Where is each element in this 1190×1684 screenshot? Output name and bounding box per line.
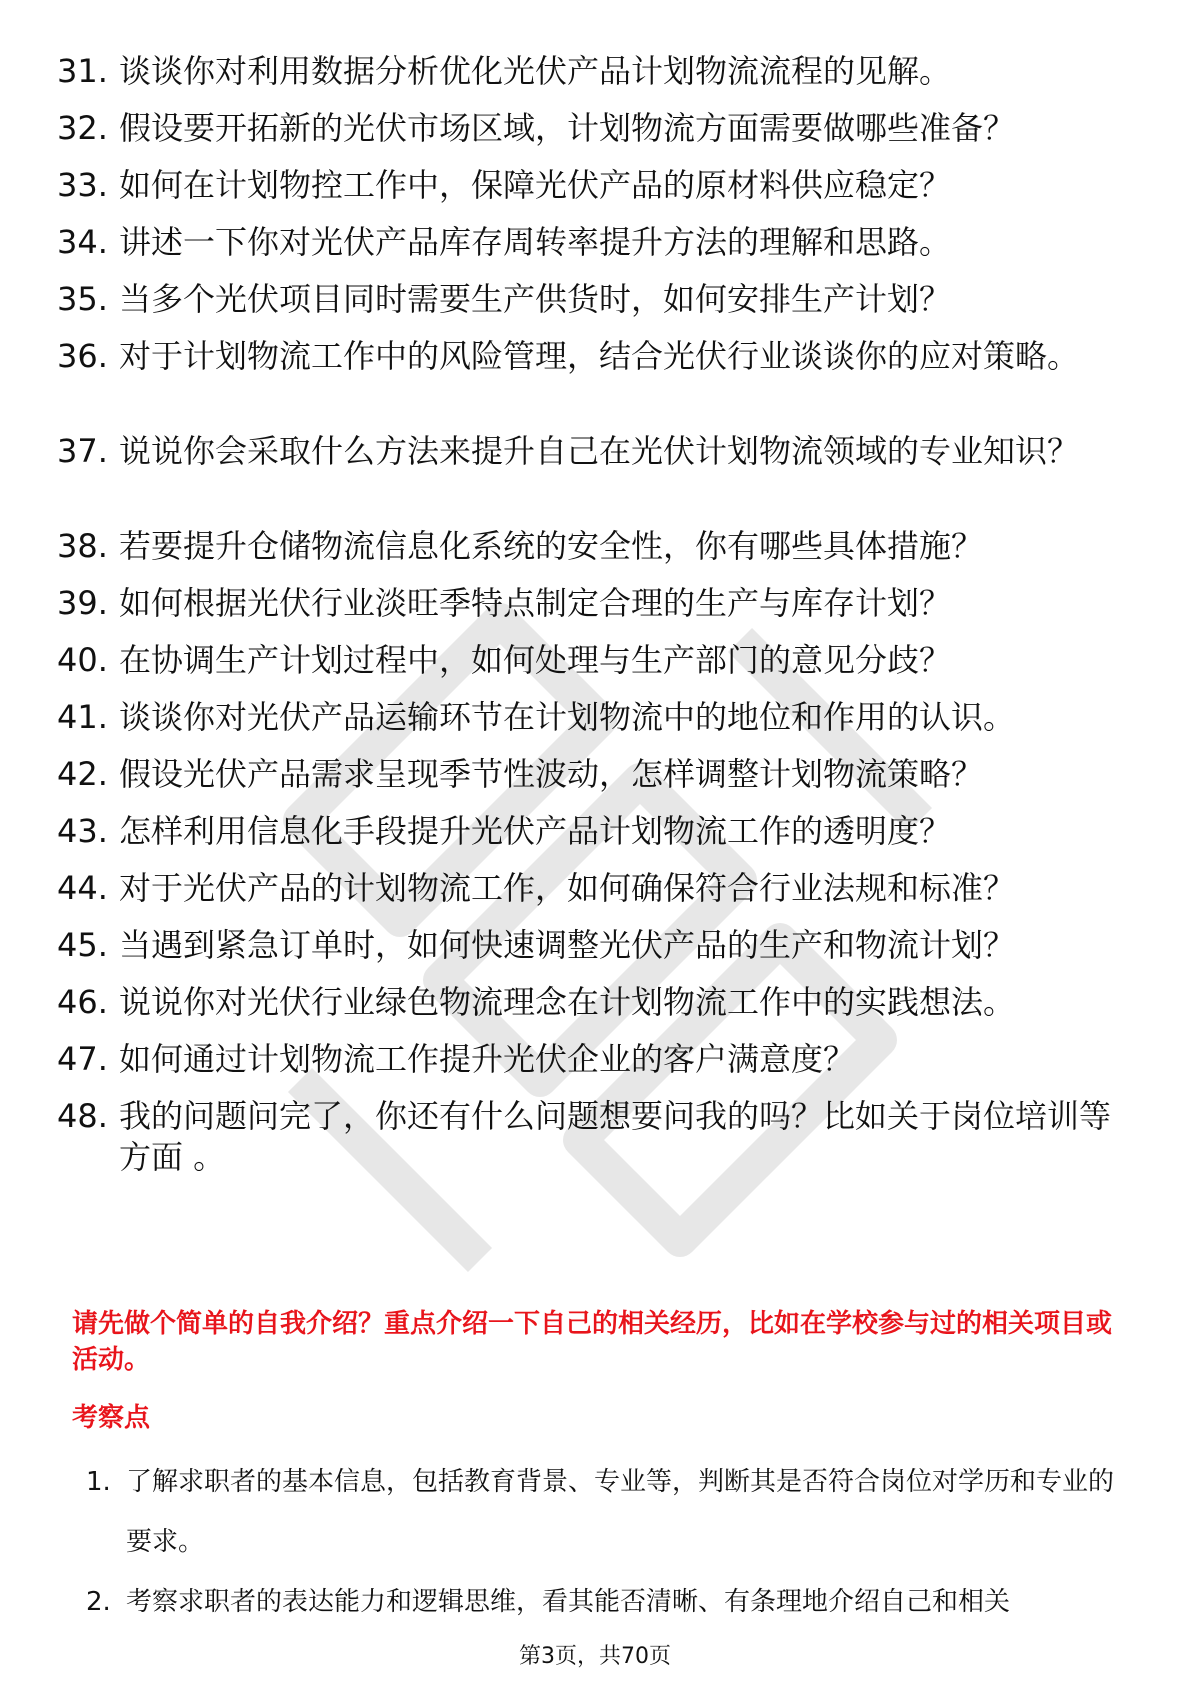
page-footer: 第3页，共70页: [519, 1644, 671, 1669]
list-item: [57, 108, 1117, 149]
question-text: 我的问题问完了，你还有什么问题想要问我的吗？比如关于岗位培训等方面 。: [119, 1097, 1112, 1176]
intro-question: 请先做个简单的自我介绍？重点介绍一下自己的相关经历，比如在学校参与过的相关项目或活动。: [72, 1309, 1113, 1375]
point-text: 考察求职者的表达能力和逻辑思维，看其能否清晰、有条理地介绍自己和相关: [126, 1587, 1011, 1617]
list-item: [86, 1452, 1126, 1572]
question-text: 如何通过计划物流工作提升光伏企业的客户满意度？: [119, 1040, 856, 1078]
list-item: [57, 925, 1117, 966]
list-item: [57, 640, 1117, 681]
question-text: 谈谈你对光伏产品运输环节在计划物流中的地位和作用的认识。: [119, 698, 1016, 736]
question-number: 36.: [57, 337, 108, 375]
section-title: 考察点: [72, 1403, 151, 1433]
list-item: [57, 526, 1117, 567]
list-item: [57, 165, 1117, 206]
question-text: 当遇到紧急订单时，如何快速调整光伏产品的生产和物流计划？: [119, 926, 1016, 964]
question-text: 对于光伏产品的计划物流工作，如何确保符合行业法规和标准？: [119, 869, 1016, 907]
question-text: 讲述一下你对光伏产品库存周转率提升方法的理解和思路。: [119, 223, 952, 261]
question-text: 如何根据光伏行业淡旺季特点制定合理的生产与库存计划？: [119, 584, 952, 622]
list-item: [57, 222, 1117, 263]
question-text: 当多个光伏项目同时需要生产供货时，如何安排生产计划？: [119, 280, 952, 318]
list-item: [57, 982, 1117, 1023]
question-number: 37.: [57, 432, 108, 470]
list-item: [86, 1572, 1126, 1632]
question-number: 32.: [57, 109, 108, 147]
list-item: [57, 51, 1117, 92]
question-text: 假设光伏产品需求呈现季节性波动，怎样调整计划物流策略？: [119, 755, 984, 793]
list-item: [57, 583, 1117, 624]
question-number: 34.: [57, 223, 108, 261]
question-text: 说说你会采取什么方法来提升自己在光伏计划物流领域的专业知识？: [119, 432, 1080, 470]
question-text: 怎样利用信息化手段提升光伏产品计划物流工作的透明度？: [119, 812, 952, 850]
question-number: 48.: [57, 1097, 108, 1135]
list-item: [57, 336, 1117, 377]
question-number: 43.: [57, 812, 108, 850]
question-number: 47.: [57, 1040, 108, 1078]
question-number: 45.: [57, 926, 108, 964]
question-text: 如何在计划物控工作中，保障光伏产品的原材料供应稳定？: [119, 166, 952, 204]
question-text: 若要提升仓储物流信息化系统的安全性，你有哪些具体措施？: [119, 527, 984, 565]
question-text: 说说你对光伏行业绿色物流理念在计划物流工作中的实践想法。: [119, 983, 1016, 1021]
question-number: 39.: [57, 584, 108, 622]
list-item: [57, 697, 1117, 738]
list-item: [57, 279, 1117, 320]
list-item: [57, 754, 1117, 795]
list-item: [57, 868, 1117, 909]
question-text: 谈谈你对利用数据分析优化光伏产品计划物流流程的见解。: [119, 52, 952, 90]
question-number: 42.: [57, 755, 108, 793]
list-item: [57, 431, 1117, 472]
point-text: 了解求职者的基本信息，包括教育背景、专业等，判断其是否符合岗位对学历和专业的要求。: [126, 1467, 1115, 1557]
question-text: 对于计划物流工作中的风险管理，结合光伏行业谈谈你的应对策略。: [119, 337, 1080, 375]
question-number: 31.: [57, 52, 108, 90]
point-number: 1.: [86, 1467, 111, 1497]
question-number: 38.: [57, 527, 108, 565]
question-number: 41.: [57, 698, 108, 736]
list-item: [57, 1096, 1117, 1178]
list-item: [57, 1039, 1117, 1080]
question-number: 46.: [57, 983, 108, 1021]
question-text: 在协调生产计划过程中，如何处理与生产部门的意见分歧？: [119, 641, 952, 679]
question-number: 40.: [57, 641, 108, 679]
question-number: 35.: [57, 280, 108, 318]
question-number: 33.: [57, 166, 108, 204]
point-number: 2.: [86, 1587, 111, 1617]
question-number: 44.: [57, 869, 108, 907]
list-item: [57, 811, 1117, 852]
question-text: 假设要开拓新的光伏市场区域，计划物流方面需要做哪些准备？: [119, 109, 1016, 147]
